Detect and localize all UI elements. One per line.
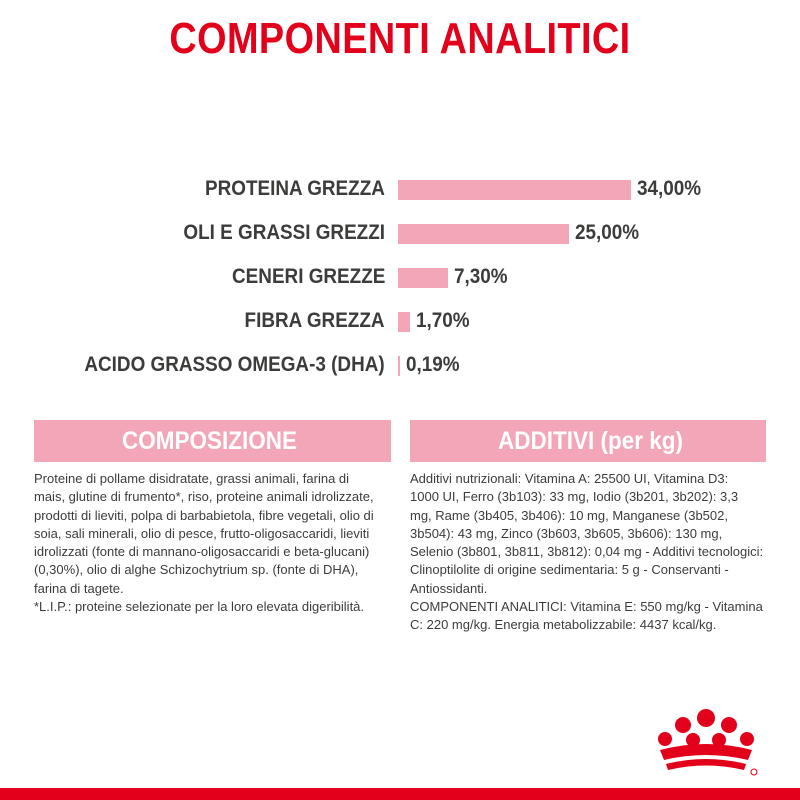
row-value: 1,70% xyxy=(415,309,470,332)
row-bar xyxy=(398,268,448,288)
row-label: OLI E GRASSI GREZZI xyxy=(183,221,385,244)
row-label: FIBRA GREZZA xyxy=(245,309,385,332)
composition-header-label: COMPOSIZIONE xyxy=(122,426,298,455)
row-bar xyxy=(398,356,400,376)
additives-header-label: ADDITIVI (per kg) xyxy=(498,426,684,455)
page-title: COMPONENTI ANALITICI xyxy=(169,14,631,63)
row-value: 34,00% xyxy=(636,177,702,200)
footer-bar xyxy=(0,788,800,800)
row-value: 25,00% xyxy=(575,221,640,244)
row-label: CENERI GREZZE xyxy=(231,265,385,288)
row-value: 7,30% xyxy=(454,265,508,288)
row-bar xyxy=(398,180,631,200)
composition-header xyxy=(34,420,391,462)
chart-row-fiber xyxy=(0,302,800,346)
row-bar xyxy=(398,312,410,332)
chart-row-fat xyxy=(0,214,800,258)
row-bar xyxy=(398,224,569,244)
chart-row-ash xyxy=(0,258,800,302)
row-label: ACIDO GRASSO OMEGA-3 (DHA) xyxy=(84,353,385,376)
additives-header xyxy=(410,420,766,462)
additives-text: Additivi nutrizionali: Vitamina A: 25500 UI, Vitamina D3: 1000 UI, Ferro (3b103): 33 mg, Iodio (3b201, 3b202): 3,3 mg, Rame (3b405, 3b406): 10 mg, Manganese (3b502, 3b504): 43 mg, Zinco (3b603, 3b605, 3b606): 130 mg, Selenio (3b801, 3b811, 3b812): 0,04 mg - Additivi tecnologici: Clinoptilolite di origine sedimentaria: 5 g - Conservanti - Antiossidanti. COMPONENTI ANALITICI: Vitamina E: 550 mg/kg - Vitamina C: 220 mg/kg. Energia metabolizzabile: 4437 kcal/kg. xyxy=(410,471,764,633)
row-label: PROTEINA GREZZA xyxy=(205,177,385,200)
chart-row-omega3 xyxy=(0,346,800,390)
brand-crown-logo-icon xyxy=(652,708,760,778)
row-value: 0,19% xyxy=(406,353,460,376)
composition-text: Proteine di pollame disidratate, grassi animali, farina di mais, glutine di frumento*, riso, proteine animali idrolizzate, prodotti di lieviti, polpa di barbabietola, fibre vegetali, olio di soia, sali minerali, olio di pesce, frutto-oligosaccaridi, lieviti idrolizzati (fonte di mannano-oligosaccaridi e beta-glucani) (0,30%), olio di alghe Schizochytrium sp. (fonte di DHA), farina di tagete. *L.I.P.: proteine selezionate per la loro elevata digeribilità. xyxy=(34,471,374,615)
analytic-components-chart xyxy=(0,170,800,390)
chart-row-protein xyxy=(0,170,800,214)
